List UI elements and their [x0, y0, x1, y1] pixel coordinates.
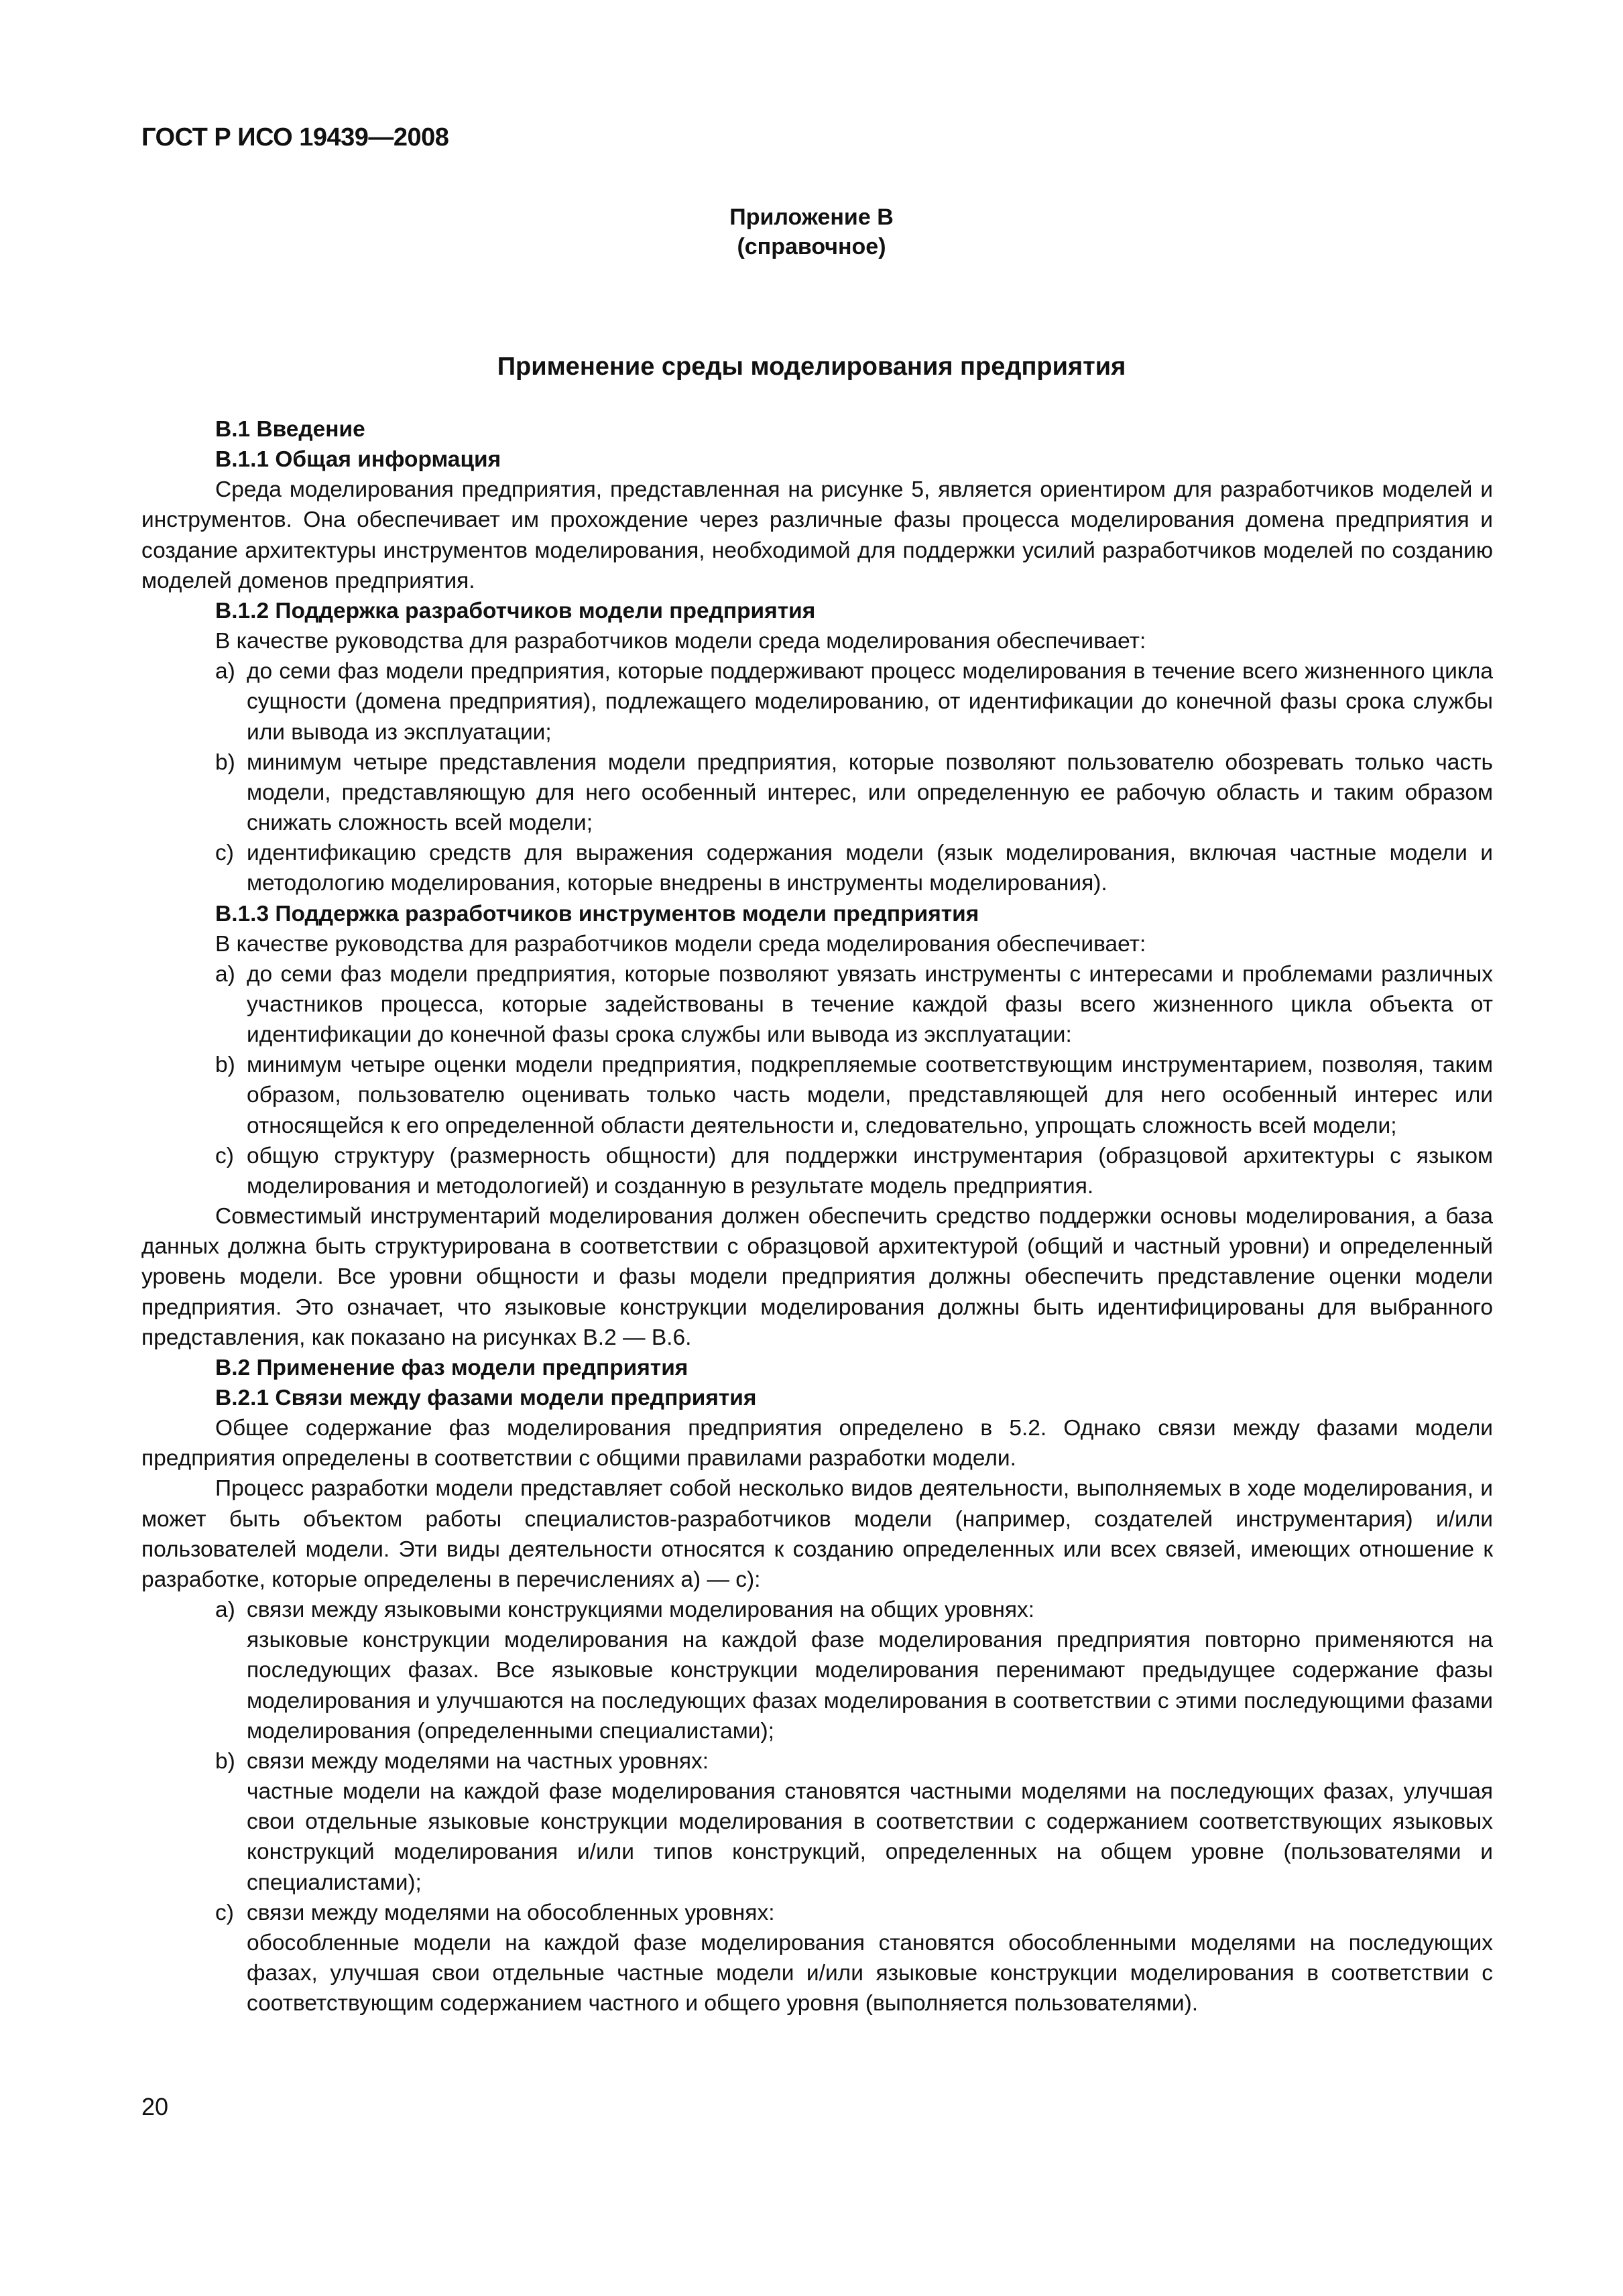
- section-heading-b1-3: В.1.3 Поддержка разработчиков инструментов модели предприятия: [215, 901, 979, 926]
- annex-label: Приложение В: [729, 204, 894, 230]
- list-item-text: связи между моделями на обособленных уровнях:: [247, 1900, 775, 1925]
- list-b2-1: [141, 1595, 1493, 2018]
- list-marker: c): [215, 841, 234, 866]
- list-marker: b): [215, 1052, 235, 1078]
- list-item: [141, 656, 1493, 747]
- section-heading-b1-2: В.1.2 Поддержка разработчиков модели предприятия: [215, 598, 816, 623]
- paragraph-b1-3-intro: В качестве руководства для разработчиков модели среда моделирования обеспечивает:: [215, 931, 1146, 957]
- list-item-detail: обособленные модели на каждой фазе моделирования становятся обособленными моделями на последующих фазах, улучшая свои отдельные частные модели и/или языковые конструкции моделирования в соответствии с соответствующим содержанием частного и общего уровня (выполняется пользователями).: [247, 1930, 1493, 2016]
- list-item-detail: частные модели на каждой фазе моделирования становятся частными моделями на последующих фазах, улучшая свои отдельные языковые конструкции моделирования в соответствии с содержанием соответствующих языковых конструкций моделирования и/или типов конструкций, определенных на общем уровне (пользователями и специалистами);: [247, 1779, 1493, 1895]
- list-marker: a): [215, 1597, 235, 1623]
- list-item-text: общую структуру (размерность общности) для поддержки инструментария (образцовой архитектуры с языком моделирования и методологией) и созданную в результате модель предприятия.: [247, 1143, 1493, 1199]
- annex-type: (справочное): [737, 234, 886, 259]
- list-item-text: идентификацию средств для выражения содержания модели (язык моделирования, включая частные модели и методологию моделирования, которые внедрены в инструменты моделирования).: [247, 841, 1493, 896]
- list-marker: a): [215, 961, 235, 987]
- section-heading-b1: В.1 Введение: [215, 417, 365, 442]
- paragraph-b1-1: Среда моделирования предприятия, представленная на рисунке 5, является ориентиром для разработчиков моделей и инструментов. Она обеспечивает им прохождение через различные фазы процесса моделирования домена предприятия и создание архитектуры инструментов моделирования, необходимой для поддержки усилий разработчиков моделей по созданию моделей доменов предприятия.: [141, 477, 1493, 593]
- list-item-text: связи между языковыми конструкциями моделирования на общих уровнях:: [247, 1597, 1035, 1623]
- paragraph-b2-1-first: Общее содержание фаз моделирования предприятия определено в 5.2. Однако связи между фазами модели предприятия определены в соответствии с общими правилами разработки модели.: [141, 1416, 1493, 1471]
- paragraph-b2-1-second: Процесс разработки модели представляет собой несколько видов деятельности, выполняемых в ходе моделирования, и может быть объектом работы специалистов-разработчиков модели (например, создателей инструментария) и/или пользователей модели. Эти виды деятельности относятся к созданию определенных или всех связей, имеющих отношение к разработке, которые определены в перечислениях а) — с):: [141, 1476, 1493, 1592]
- list-marker: b): [215, 1748, 235, 1774]
- list-b1-3: [141, 959, 1493, 1201]
- list-marker: a): [215, 659, 235, 684]
- list-b1-2: [141, 656, 1493, 898]
- list-item-detail: языковые конструкции моделирования на каждой фазе моделирования предприятия повторно применяются на последующих фазах. Все языковые конструкции моделирования перенимают предыдущее содержание фазы моделирования и улучшаются на последующих фазах моделирования в соответствии с этими последующими фазами моделирования (определенными специалистами);: [247, 1628, 1493, 1744]
- list-marker: b): [215, 749, 235, 775]
- list-marker: c): [215, 1143, 234, 1168]
- list-item-text: минимум четыре представления модели предприятия, которые позволяют пользователю обозревать только часть модели, представляющую для него особенный интерес, или определенную ее рабочую область и таким образом снижать сложность всей модели;: [247, 749, 1493, 836]
- page-number: 20: [141, 2093, 169, 2120]
- paragraph-b1-3: Совместимый инструментарий моделирования должен обеспечить средство поддержки основы моделирования, а база данных должна быть структурирована в соответствии с образцовой архитектурой (общий и частный уровни) и определенный уровень модели. Все уровни общности и фазы модели предприятия должны обеспечить представление оценки модели предприятия. Это означает, что языковые конструкции моделирования должны быть идентифицированы для выбранного представления, как показано на рисунках В.2 — В.6.: [141, 1204, 1493, 1350]
- annex-heading: [0, 202, 1623, 261]
- paragraph-b1-2-intro: В качестве руководства для разработчиков модели среда моделирования обеспечивает:: [215, 629, 1146, 654]
- section-heading-b1-1: В.1.1 Общая информация: [215, 447, 501, 473]
- list-item: [141, 959, 1493, 1050]
- section-heading-b2-1: В.2.1 Связи между фазами модели предприятия: [215, 1386, 757, 1410]
- list-item: [141, 1746, 1493, 1898]
- section-heading-b2: В.2 Применение фаз модели предприятия: [215, 1355, 688, 1380]
- annex-title: Применение среды моделирования предприятия: [497, 353, 1126, 381]
- list-item: [141, 838, 1493, 898]
- list-item-text: связи между моделями на частных уровнях:: [247, 1748, 709, 1774]
- document-code: ГОСТ Р ИСО 19439—2008: [141, 123, 449, 152]
- list-item-text: до семи фаз модели предприятия, которые позволяют увязать инструменты с интересами и проблемами различных участников процесса, которые задействованы в течение каждой фазы всего жизненного цикла объекта от идентификации до конечной фазы срока службы или вывода из эксплуатации:: [247, 961, 1493, 1048]
- list-marker: c): [215, 1900, 234, 1925]
- list-item-text: минимум четыре оценки модели предприятия, подкрепляемые соответствующим инструментарием, позволяя, таким образом, пользователю оценивать только часть модели, представляющей для него особенный интерес или относящейся к его определенной области деятельности и, следовательно, упрощать сложность всей модели;: [247, 1052, 1493, 1138]
- list-item: [141, 1595, 1493, 1746]
- list-item-text: до семи фаз модели предприятия, которые поддерживают процесс моделирования в течение всего жизненного цикла сущности (домена предприятия), подлежащего моделированию, от идентификации до конечной фазы срока службы или вывода из эксплуатации;: [247, 659, 1493, 745]
- list-item: [141, 1141, 1493, 1201]
- list-item: [141, 747, 1493, 838]
- document-body: [141, 414, 1493, 2018]
- list-item: [141, 1050, 1493, 1140]
- list-item: [141, 1898, 1493, 2019]
